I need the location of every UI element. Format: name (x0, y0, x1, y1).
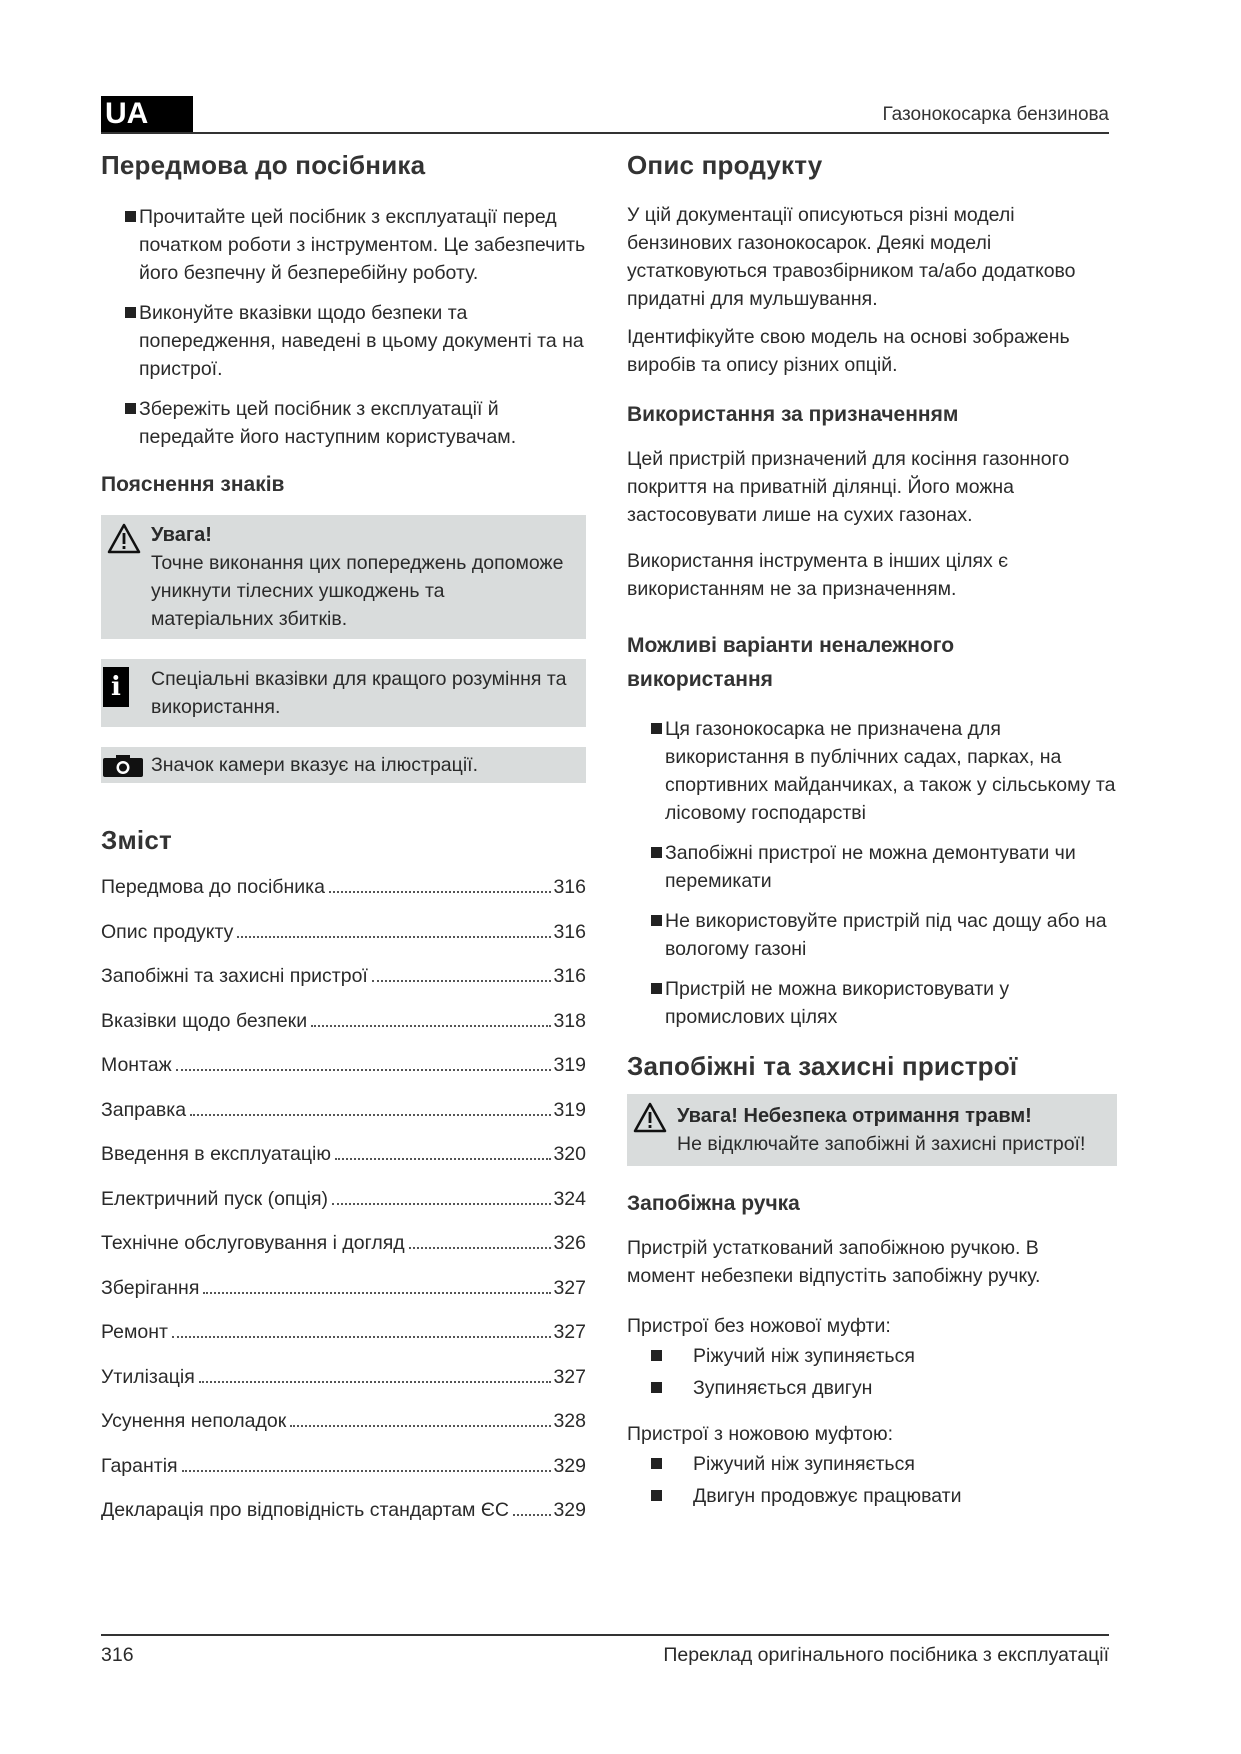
toc-entry[interactable]: Запобіжні та захисні пристрої 316 (101, 965, 586, 987)
toc-entry[interactable]: Ремонт 327 (101, 1321, 586, 1343)
camera-box (101, 747, 586, 783)
list-item: Пристрій не можна використовувати у промислових цілях (627, 975, 1117, 1031)
info-text: Спеціальні вказівки для кращого розуміння та використання. (151, 668, 567, 718)
camera-text: Значок камери вказує на ілюстрації. (151, 754, 478, 776)
safety-warning-box (627, 1094, 1117, 1166)
warning-triangle-icon (633, 1102, 667, 1134)
square-bullet-icon (651, 847, 662, 858)
safety-warning-text: Не відключайте запобіжні й захисні пристрої! (677, 1133, 1086, 1155)
toc-entry[interactable]: Введення в експлуатацію 320 (101, 1143, 586, 1165)
preface-heading: Передмова до посібника (101, 150, 426, 180)
warning-text: Точне виконання цих попереджень допоможе уникнути тілесних ушкоджень та матеріальних збитків. (151, 552, 564, 630)
toc-entry[interactable]: Опис продукту 316 (101, 920, 586, 943)
safety-warning-title: Увага! Небезпека отримання травм! (677, 1105, 1032, 1127)
intended-use-heading: Використання за призначенням (627, 403, 959, 426)
clutch-list (627, 1450, 1117, 1510)
list-item: Збережіть цей посібник з експлуатації й передайте його наступним користувачам. (101, 395, 586, 451)
toc-entry[interactable]: Гарантія 329 (101, 1454, 586, 1477)
square-bullet-icon (651, 915, 662, 926)
safety-devices-heading: Запобіжні та захисні пристрої (627, 1051, 1018, 1081)
square-bullet-icon (651, 1350, 662, 1361)
list-item: Ця газонокосарка не призначена для використання в публічних садах, парках, на спортивних майданчиках, а також у сільському та лісовому господарстві (627, 715, 1117, 827)
info-box (101, 659, 586, 727)
square-bullet-icon (651, 1458, 662, 1469)
list-item: Ріжучий ніж зупиняється (627, 1342, 1117, 1370)
safety-handle-text: Пристрій устаткований запобіжною ручкою. В момент небезпеки відпустіть запобіжну ручку. (627, 1237, 1041, 1287)
signs-heading: Пояснення знаків (101, 473, 285, 496)
list-item: Зупиняється двигун (627, 1374, 1117, 1402)
clutch-label: Пристрої з ножовою муфтою: (627, 1423, 894, 1445)
product-description: У цій документації описуються різні моделі бензинових газонокосарок. Деякі моделі устатковуються травозбірником та/або додатково придатні для мульшування. (627, 204, 1076, 310)
info-icon: i (103, 667, 129, 707)
footer-note: Переклад оригінального посібника з експлуатації (663, 1644, 1109, 1666)
page-number: 316 (101, 1644, 134, 1666)
page-footer (101, 1634, 1109, 1667)
warning-title: Увага! (151, 524, 212, 546)
no-clutch-label: Пристрої без ножової муфти: (627, 1315, 891, 1337)
document-title: Газонокосарка бензинова (882, 104, 1109, 125)
toc-entry[interactable]: Передмова до посібника 316 (101, 876, 586, 898)
square-bullet-icon (651, 983, 662, 994)
camera-icon (103, 755, 143, 777)
warning-triangle-icon (107, 523, 141, 555)
preface-list (101, 203, 586, 451)
misuse-heading: Можливі варіанти неналежного використання (627, 634, 955, 691)
square-bullet-icon (125, 403, 136, 414)
page-header (101, 96, 1109, 134)
square-bullet-icon (125, 211, 136, 222)
product-identify: Ідентифікуйте свою модель на основі зображень виробів та опису різних опцій. (627, 326, 1070, 376)
toc-entry[interactable]: Зберігання 327 (101, 1276, 586, 1299)
right-column (627, 150, 1117, 1514)
safety-handle-heading: Запобіжна ручка (627, 1192, 800, 1215)
table-of-contents (101, 825, 586, 1544)
square-bullet-icon (651, 723, 662, 734)
warning-box (101, 515, 586, 639)
toc-heading: Зміст (101, 825, 172, 855)
list-item: Не використовуйте пристрій під час дощу або на вологому газоні (627, 907, 1117, 963)
toc-entry[interactable]: Декларація про відповідність стандартам ЄС 329 (101, 1499, 586, 1521)
misuse-list (627, 715, 1117, 1031)
list-item: Ріжучий ніж зупиняється (627, 1450, 1117, 1478)
toc-entry[interactable]: Технічне обслуговування і догляд 326 (101, 1232, 586, 1254)
toc-entry[interactable]: Вказівки щодо безпеки 318 (101, 1009, 586, 1032)
toc-entry[interactable]: Утилізація 327 (101, 1365, 586, 1388)
intended-use-text: Цей пристрій призначений для косіння газонного покриття на приватній ділянці. Його можна застосовувати лише на сухих газонах. (627, 448, 1070, 526)
list-item: Двигун продовжує працювати (627, 1482, 1117, 1510)
toc-entry[interactable]: Монтаж 319 (101, 1054, 586, 1076)
intended-use-note: Використання інструмента в інших цілях є використанням не за призначенням. (627, 550, 1009, 600)
toc-entry[interactable]: Усунення неполадок 328 (101, 1410, 586, 1432)
square-bullet-icon (125, 307, 136, 318)
left-column (101, 150, 586, 1544)
language-badge: UA (101, 96, 193, 132)
product-heading: Опис продукту (627, 150, 823, 180)
toc-entry[interactable]: Електричний пуск (опція) 324 (101, 1187, 586, 1210)
square-bullet-icon (651, 1490, 662, 1501)
no-clutch-list (627, 1342, 1117, 1402)
square-bullet-icon (651, 1382, 662, 1393)
toc-entry[interactable]: Заправка 319 (101, 1098, 586, 1121)
list-item: Запобіжні пристрої не можна демонтувати чи перемикати (627, 839, 1117, 895)
list-item: Прочитайте цей посібник з експлуатації перед початком роботи з інструментом. Це забезпечить його безпечну й безперебійну роботу. (101, 203, 586, 287)
list-item: Виконуйте вказівки щодо безпеки та попередження, наведені в цьому документі та на пристрої. (101, 299, 586, 383)
